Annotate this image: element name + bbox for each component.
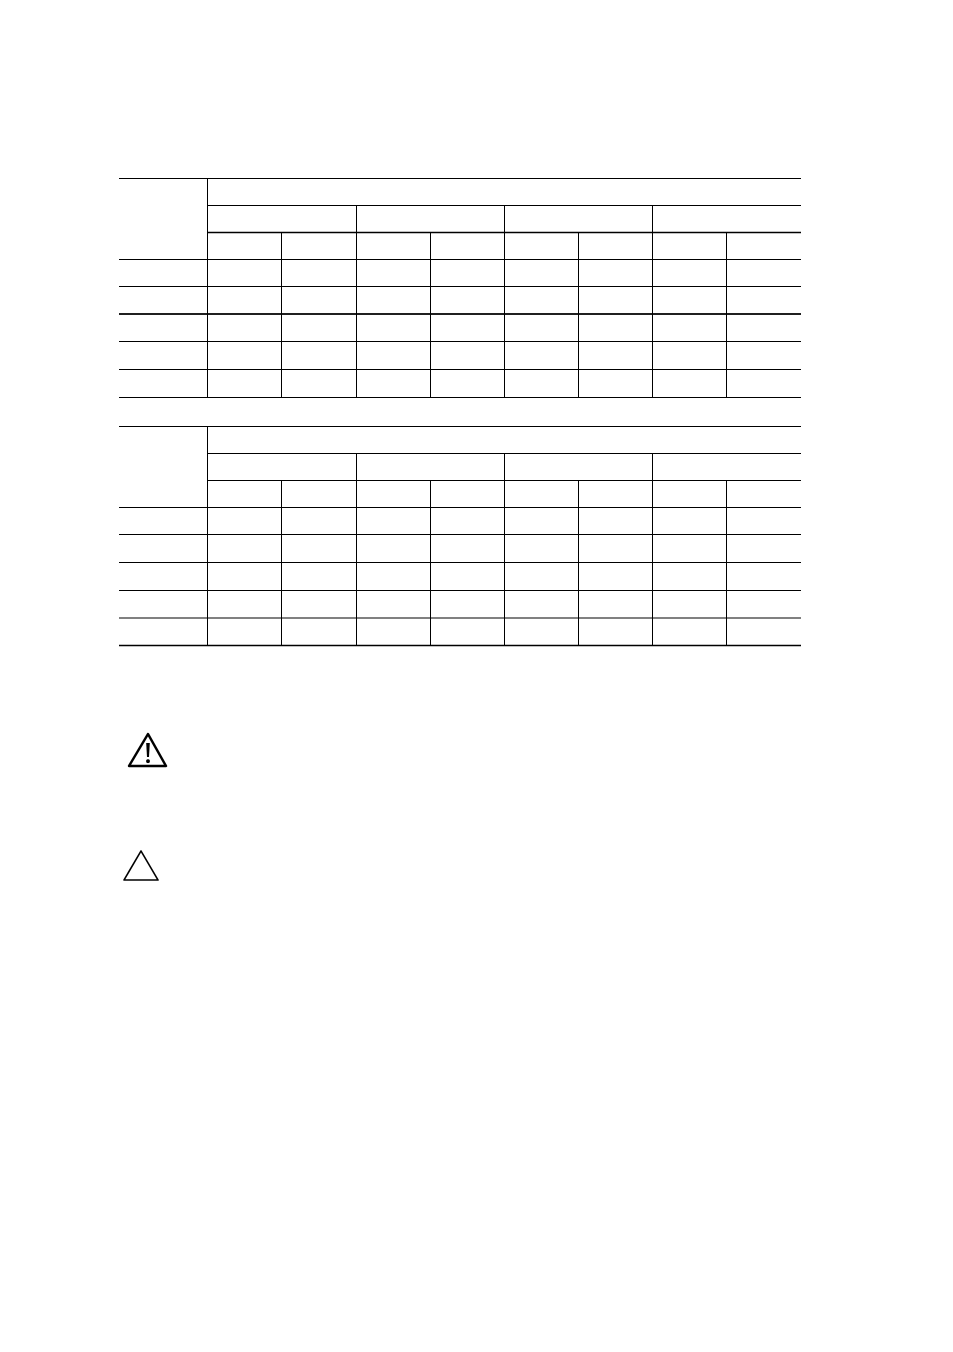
warning-exclamation-triangle-icon xyxy=(118,726,178,774)
caution-triangle-icon xyxy=(118,843,178,891)
spec-tables xyxy=(110,170,810,660)
caution-notice xyxy=(118,843,178,893)
warning-notice xyxy=(118,726,178,776)
upper-table xyxy=(119,178,801,398)
lower-table xyxy=(119,426,801,646)
